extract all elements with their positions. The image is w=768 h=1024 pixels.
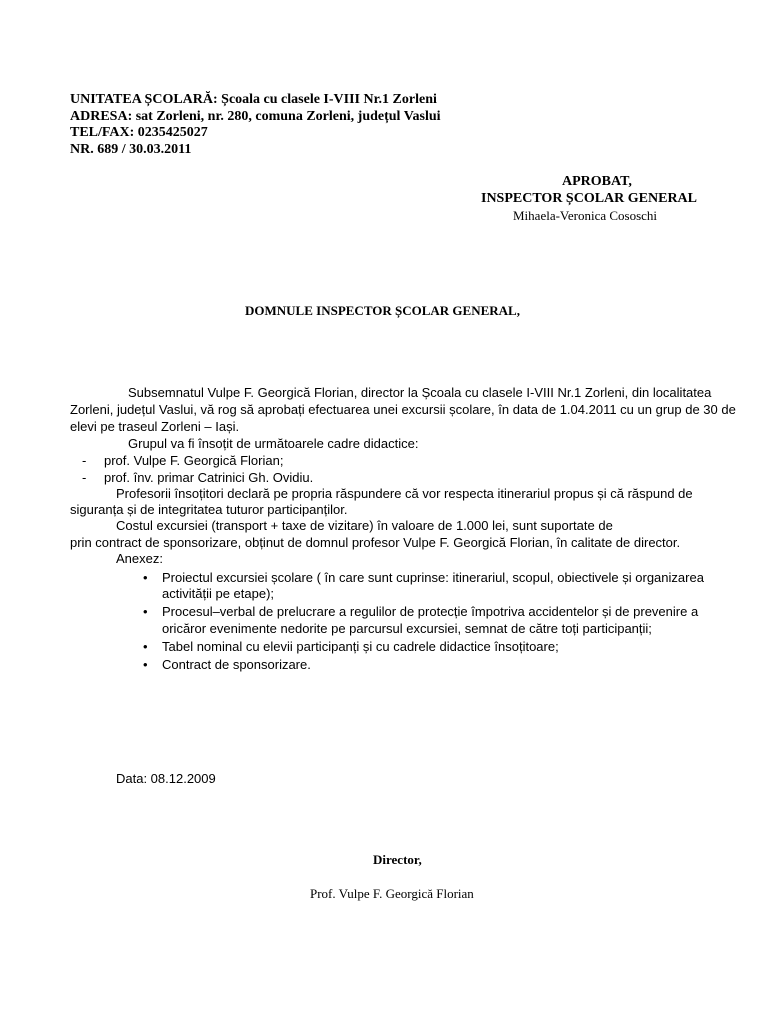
school-phone: TEL/FAX: 0235425027 <box>70 125 208 140</box>
paragraph-request-line3: elevi pe traseul Zorleni – Iași. <box>70 419 240 434</box>
paragraph-declaration-line1: Profesorii însoțitori declară pe propria răspundere că vor respecta itinerariul propus și că răspund de <box>116 486 693 501</box>
annex-item: Contract de sponsorizare. <box>162 657 311 672</box>
approval-name: Mihaela-Veronica Cososchi <box>513 208 658 223</box>
document-date: Data: 08.12.2009 <box>116 771 216 786</box>
paragraph-request-line1: Subsemnatul Vulpe F. Georgică Florian, director la Școala cu clasele I-VIII Nr.1 Zorleni, din localitatea <box>128 385 712 400</box>
teacher-item: prof. Vulpe F. Georgică Florian; <box>104 453 284 468</box>
paragraph-cost-line2: prin contract de sponsorizare, obținut de domnul profesor Vulpe F. Georgică Florian, în calitate de director. <box>70 535 681 550</box>
annex-item-continued: activității pe etape); <box>162 586 275 601</box>
bullet-icon: • <box>143 657 148 672</box>
annex-item: Procesul–verbal de prelucrare a regulilor de protecție împotriva accidentelor și de prevenire a <box>162 604 699 619</box>
bullet-icon: • <box>143 639 148 654</box>
signature-title: Director, <box>373 852 422 867</box>
annex-item-continued: oricăror evenimente nedorite pe parcursul excursiei, semnat de către toți participanții; <box>162 621 652 636</box>
bullet-icon: • <box>143 604 148 619</box>
annex-label: Anexez: <box>116 551 163 566</box>
paragraph-group: Grupul va fi însoțit de următoarele cadre didactice: <box>128 436 419 451</box>
school-address: ADRESA: sat Zorleni, nr. 280, comuna Zorleni, județul Vaslui <box>70 109 441 124</box>
annex-item: Tabel nominal cu elevii participanți și cu cadrele didactice însoțitoare; <box>162 639 559 654</box>
paragraph-declaration-line2: siguranța și de integritatea tuturor participanților. <box>70 502 348 517</box>
school-unit: UNITATEA ȘCOLARĂ: Școala cu clasele I-VIII Nr.1 Zorleni <box>70 92 437 107</box>
signature-name: Prof. Vulpe F. Georgică Florian <box>310 886 474 901</box>
document-number: NR. 689 / 30.03.2011 <box>70 142 192 157</box>
approval-role: INSPECTOR ȘCOLAR GENERAL <box>481 191 698 206</box>
salutation: DOMNULE INSPECTOR ȘCOLAR GENERAL, <box>245 303 520 318</box>
bullet-icon: • <box>143 570 148 585</box>
approval-label: APROBAT, <box>562 174 632 189</box>
paragraph-cost-line1: Costul excursiei (transport + taxe de vizitare) în valoare de 1.000 lei, sunt suportate de <box>116 518 613 533</box>
list-dash: - <box>82 453 87 468</box>
annex-item: Proiectul excursiei școlare ( în care sunt cuprinse: itinerariul, scopul, obiectivele și organizarea <box>162 570 704 585</box>
teacher-item: prof. înv. primar Catrinici Gh. Ovidiu. <box>104 470 314 485</box>
paragraph-request-line2: Zorleni, județul Vaslui, vă rog să aprobați efectuarea unei excursii școlare, în data de 1.04.2011 cu un grup de 30 de <box>70 402 736 417</box>
list-dash: - <box>82 470 87 485</box>
